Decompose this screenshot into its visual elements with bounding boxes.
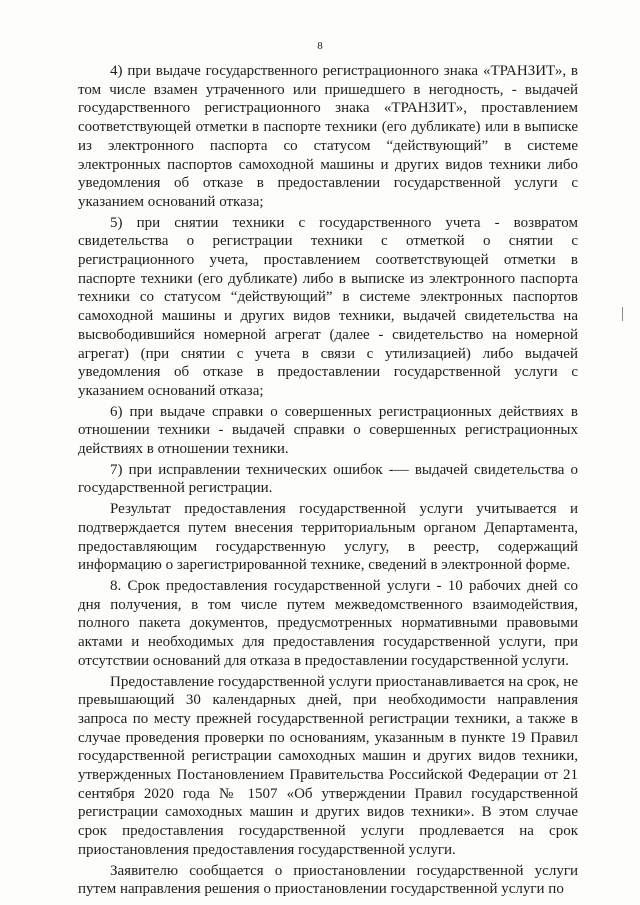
paragraph-item-7: 7) при исправлении технических ошибок -— выдачей свидетельства о государственной регистрации. <box>78 461 578 497</box>
paragraph-suspension: Предоставление государственной услуги приостанавливается на срок, не превышающий 30 календарных дней, при необходимости направления запроса по месту прежней государственной регистрации техники, а также в случае проведения проверки по основаниям, указанным в пункте 19 Правил государственной регистрации самоходных машин и других видов техники, утвержденных Постановлением Правительства Российской Федерации от 21 сентября 2020 года № 1507 «Об утверждении Правил государственной регистрации самоходных машин и других видов техники». В этом случае срок предоставления государственной услуги продлевается на срок приостановления предоставления государственной услуги. <box>78 673 578 858</box>
paragraph-item-5: 5) при снятии техники с государственного учета - возвратом свидетельства о регистрации техники с отметкой о снятии с регистрационного учета, проставлением соответствующей отметки в паспорте техники (его дубликате) либо в выписке из электронного паспорта техники со статусом “действующий” в системе электронных паспортов самоходной машины и других видов техники, выдачей свидетельства на высвободившийся номерной агрегат (далее - свидетельство на номерной агрегат) (при снятии с учета в связи с утилизацией) либо выдачей уведомления об отказе в предоставлении государственной услуги с указанием оснований отказа; <box>78 214 578 399</box>
scan-mark <box>622 307 623 321</box>
page-number: 8 <box>317 40 323 52</box>
paragraph-notification: Заявителю сообщается о приостановлении государственной услуги путем направления решения о приостановлении государственной услуги по <box>78 862 578 898</box>
paragraph-item-4: 4) при выдаче государственного регистрационного знака «ТРАНЗИТ», в том числе взамен утраченного или пришедшего в негодность, - выдачей государственного регистрационного знака «ТРАНЗИТ», проставлением соответствующей отметки в паспорте техники (его дубликате) или в выписке из электронного паспорта со статусом “действующий” в системе электронных паспортов самоходной машины и других видов техники либо уведомления об отказе в предоставлении государственной услуги с указанием оснований отказа; <box>78 63 578 210</box>
paragraph-item-6: 6) при выдаче справки о совершенных регистрационных действиях в отношении техники - выдачей справки о совершенных регистрационных действиях в отношении техники. <box>78 403 578 458</box>
paragraph-result: Результат предоставления государственной услуги учитывается и подтверждается путем внесения территориальным органом Департамента, предоставляющим государственную услугу, в реестр, содержащий информацию о зарегистрированной технике, сведений в электронной форме. <box>78 501 578 574</box>
paragraph-term-8: 8. Срок предоставления государственной услуги - 10 рабочих дней со дня получения, в том числе путем межведомственного взаимодействия, полного пакета документов, предусмотренных нормативными правовыми актами и необходимых для предоставления государственной услуги, при отсутствии оснований для отказа в предоставлении государственной услуги. <box>78 577 578 669</box>
document-body <box>78 62 578 901</box>
